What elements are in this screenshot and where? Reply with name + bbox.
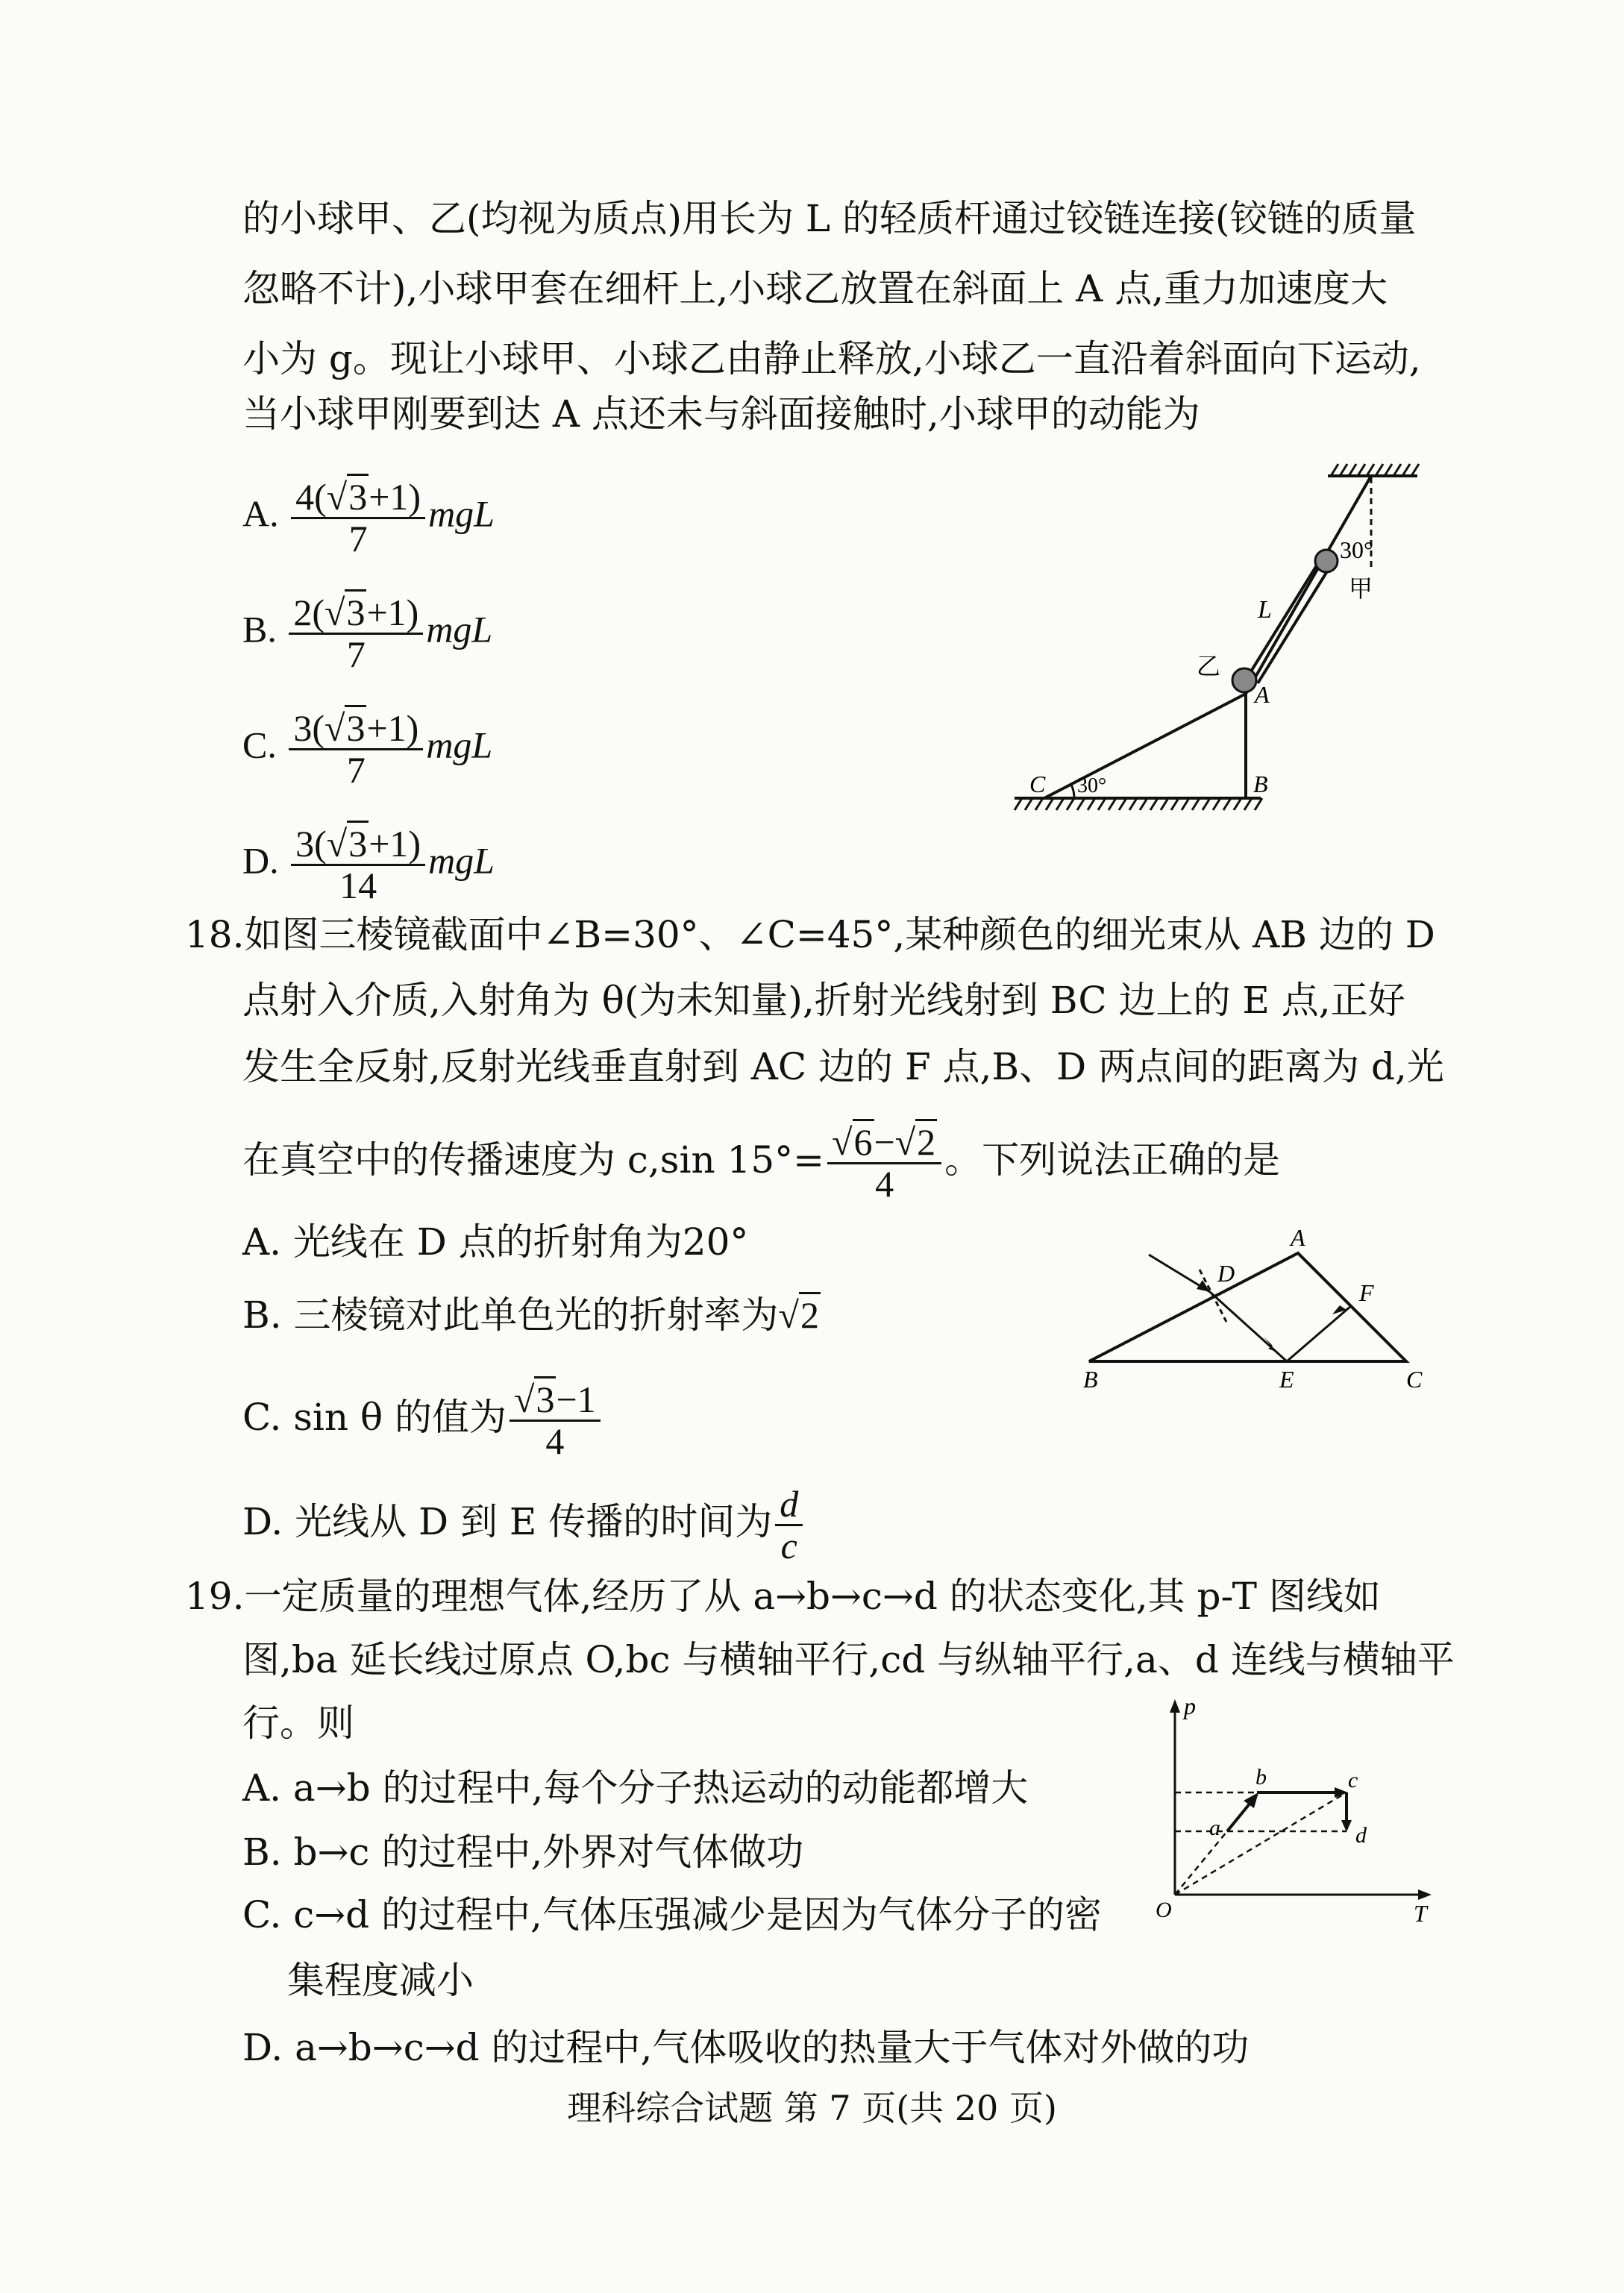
q17-option-b — [242, 593, 492, 674]
q17-option-c — [242, 709, 492, 789]
label-yi: 乙 — [1197, 653, 1221, 680]
angle-arc-c — [1071, 785, 1074, 798]
ground-hatch — [1015, 798, 1262, 810]
origin-to-c — [1175, 1792, 1346, 1895]
q18-option-a: A. 光线在 D 点的折射角为20° — [242, 1220, 749, 1264]
q17-stem-line-1: 的小球甲、乙(均视为质点)用长为 L 的轻质杆通过铰链连接(铰链的质量 — [242, 197, 1417, 240]
q17-option-a — [242, 477, 495, 558]
q19-option-c: C. c→d 的过程中,气体压强减少是因为气体分子的密 — [242, 1893, 1102, 1936]
label-point-b: B — [1253, 771, 1268, 797]
label-angle-top: 30° — [1340, 536, 1373, 563]
incline — [1044, 694, 1246, 798]
q18-stem-line-4: 在真空中的传播速度为 c,sin 15°= $\frac{√6-√2}{4}$ 。下列说法正确的是 — [242, 1123, 1280, 1203]
label-a: a — [1209, 1816, 1220, 1840]
q18-figure — [1074, 1208, 1447, 1387]
time-fraction: $\frac{d}{c}$ — [775, 1484, 803, 1565]
q17-option-tail: mgL — [428, 839, 495, 882]
q17-option-tail: mgL — [426, 724, 493, 766]
sin-theta-fraction: $\frac{√3-1}{4}$ — [510, 1380, 601, 1461]
q17-option-label: C. — [242, 724, 277, 766]
q18-stem-line-3: 发生全反射,反射光线垂直射到 AC 边的 F 点,B、D 两点间的距离为 d,光 — [242, 1045, 1444, 1088]
q17-option-tail: mgL — [428, 492, 495, 535]
page-footer: 理科综合试题 第 7 页(共 20 页) — [567, 2088, 1057, 2128]
q19-stem-line-1: 19.一定质量的理想气体,经历了从 a→b→c→d 的状态变化,其 p-T 图线如 — [185, 1575, 1381, 1618]
q18-option-c: C. sin θ 的值为 $\frac{√3-1}{4}$ — [242, 1380, 603, 1461]
q17-stem-line-2: 忽略不计),小球甲套在细杆上,小球乙放置在斜面上 A 点,重力加速度大 — [242, 267, 1388, 310]
q19-stem-line-2: 图,ba 延长线过原点 O,bc 与横轴平行,cd 与纵轴平行,a、d 连线与横轴平 — [242, 1638, 1455, 1681]
prism-triangle — [1089, 1253, 1406, 1361]
q17-stem-line-3: 小为 g。现让小球甲、小球乙由静止释放,小球乙一直沿着斜面向下运动, — [242, 337, 1421, 380]
sin15-fraction: $\frac{√6-√2}{4}$ — [827, 1123, 941, 1203]
q17-option-label: B. — [242, 608, 277, 650]
q18-number: 18. — [185, 913, 245, 956]
q18-stem-line-2: 点射入介质,入射角为 θ(为未知量),折射光线射到 BC 边上的 E 点,正好 — [242, 979, 1405, 1022]
p-axis-arrow — [1170, 1699, 1180, 1713]
refracted-ray — [1210, 1292, 1287, 1361]
q19-number: 19. — [185, 1575, 245, 1618]
q19-option-d: D. a→b→c→d 的过程中,气体吸收的热量大于气体对外做的功 — [242, 2026, 1250, 2069]
q18-option-d: D. 光线从 D 到 E 传播的时间为 $\frac{d}{c}$ — [242, 1484, 806, 1565]
label-t: T — [1414, 1900, 1427, 1925]
label-a: A — [1291, 1224, 1305, 1251]
origin-to-a — [1175, 1831, 1227, 1895]
q19-option-c-cont: 集程度减小 — [287, 1959, 474, 2002]
label-point-c: C — [1029, 771, 1046, 797]
q18-option-b: B. 三棱镜对此单色光的折射率为√2 — [242, 1293, 819, 1337]
refracted-arrow — [1264, 1337, 1276, 1352]
q17-option-label: D. — [242, 839, 279, 882]
label-b: b — [1255, 1765, 1267, 1789]
ball-jia — [1315, 550, 1338, 572]
q17-figure — [970, 448, 1447, 835]
label-point-a: A — [1255, 681, 1270, 708]
arrow-cd — [1341, 1820, 1352, 1832]
reflected-ray — [1287, 1305, 1352, 1361]
q17-option-label: A. — [242, 492, 279, 535]
q17-option-fraction: $\frac{3(√3+1)}{14}$ — [291, 824, 425, 905]
q19-option-b: B. b→c 的过程中,外界对气体做功 — [242, 1831, 804, 1874]
label-rod-l: L — [1258, 596, 1272, 624]
q17-option-tail: mgL — [426, 608, 493, 650]
q18-stem-line-1: 18.如图三棱镜截面中∠B=30°、∠C=45°,某种颜色的细光束从 AB 边的 D — [185, 913, 1435, 956]
label-c: c — [1348, 1768, 1358, 1792]
label-f: F — [1359, 1279, 1374, 1306]
q17-option-fraction: $\frac{3(√3+1)}{7}$ — [289, 709, 423, 789]
q17-stem-line-4: 当小球甲刚要到达 A 点还未与斜面接触时,小球甲的动能为 — [242, 392, 1200, 436]
q17-option-fraction: $\frac{2(√3+1)}{7}$ — [289, 593, 423, 674]
label-jia: 甲 — [1349, 575, 1373, 602]
arrow-ab — [1244, 1792, 1258, 1808]
label-p: p — [1184, 1693, 1196, 1719]
q19-figure — [1145, 1693, 1443, 1925]
label-angle-c: 30° — [1077, 774, 1107, 797]
label-o: O — [1156, 1898, 1172, 1922]
q17-option-d — [242, 824, 495, 905]
q17-option-fraction: $\frac{4(√3+1)}{7}$ — [291, 477, 425, 558]
label-d: d — [1355, 1823, 1367, 1848]
ball-yi — [1232, 668, 1256, 692]
q19-stem-line-3: 行。则 — [242, 1701, 354, 1745]
q19-option-a: A. a→b 的过程中,每个分子热运动的动能都增大 — [242, 1766, 1029, 1810]
label-c: C — [1406, 1366, 1423, 1387]
label-d: D — [1217, 1260, 1235, 1287]
label-b: B — [1083, 1366, 1098, 1387]
ceiling-hatch — [1331, 464, 1419, 476]
t-axis-arrow — [1418, 1889, 1432, 1900]
label-e: E — [1279, 1366, 1294, 1387]
